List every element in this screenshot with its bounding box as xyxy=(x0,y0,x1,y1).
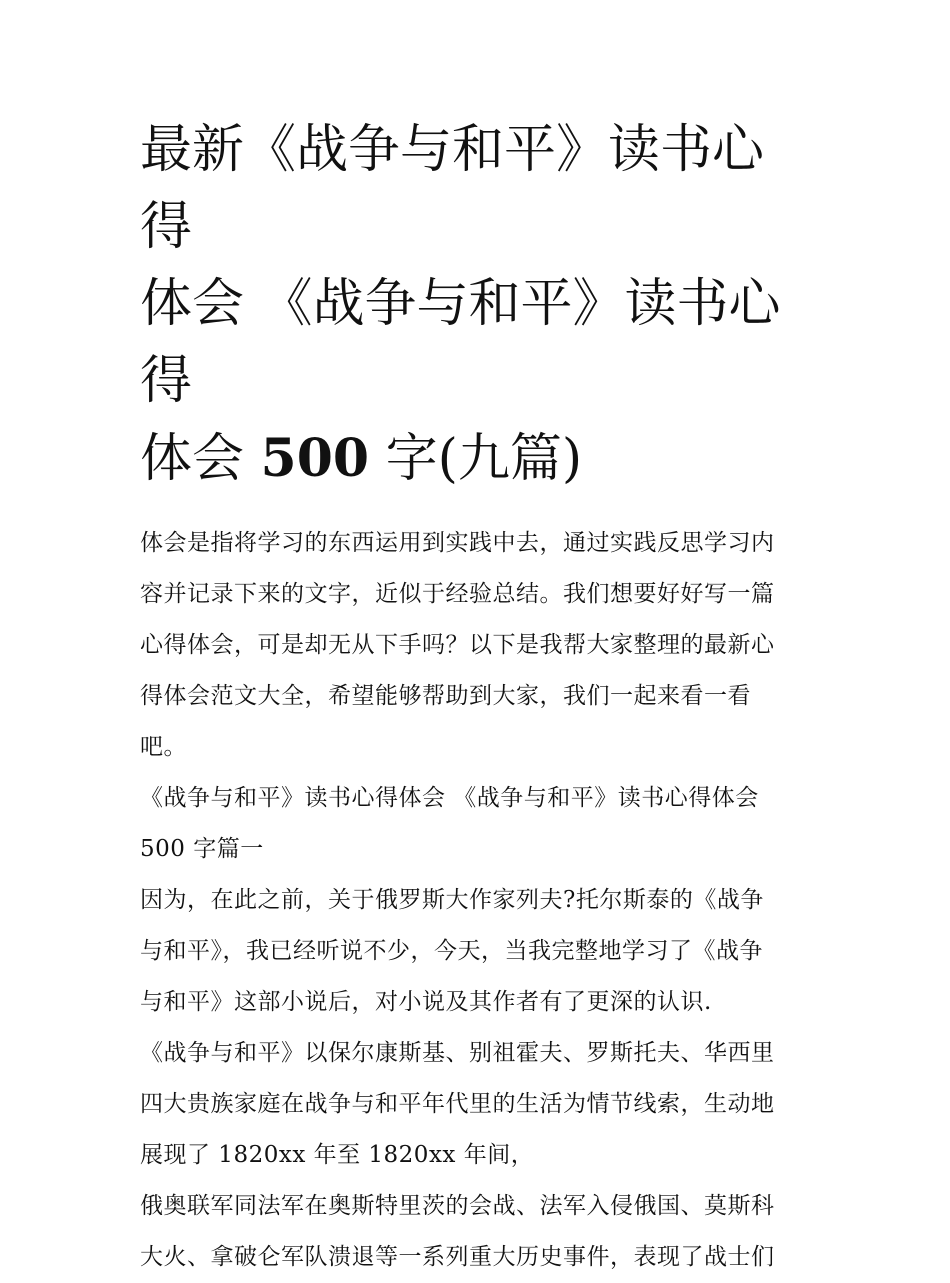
title-line-1: 最新《战争与和平》读书心得 xyxy=(140,120,765,257)
section-heading-line-2: 500 字篇一 xyxy=(140,836,264,862)
body-paragraph-3 xyxy=(140,1181,812,1283)
title-line-3-prefix: 体会 xyxy=(140,429,261,489)
body-paragraph-2 xyxy=(140,1028,812,1181)
intro-line-3: 心得体会，可是却无从下手吗？以下是我帮大家整理的最新心 xyxy=(140,632,775,658)
title-line-3-suffix: 字(九篇) xyxy=(369,429,583,489)
intro-line-5: 吧。 xyxy=(140,734,187,760)
title-line-2: 体会 《战争与和平》读书心得 xyxy=(140,274,781,411)
paragraph-2-line-3: 展现了 1820xx 年至 1820xx 年间， xyxy=(140,1142,535,1168)
section-heading xyxy=(140,773,812,875)
body-paragraph-1 xyxy=(140,875,812,1028)
intro-line-2: 容并记录下来的文字，近似于经验总结。我们想要好好写一篇 xyxy=(140,581,775,607)
title-word-count: 500 xyxy=(260,428,370,489)
paragraph-3-line-1: 俄奥联军同法军在奥斯特里茨的会战、法军入侵俄国、莫斯科 xyxy=(140,1193,775,1219)
paragraph-1-line-1: 因为，在此之前，关于俄罗斯大作家列夫?托尔斯泰的《战争 xyxy=(140,887,764,913)
paragraph-1-line-3: 与和平》这部小说后，对小说及其作者有了更深的认识. xyxy=(140,989,712,1015)
paragraph-1-line-2: 与和平》，我已经听说不少，今天，当我完整地学习了《战争 xyxy=(140,938,763,964)
document-title xyxy=(140,112,812,498)
intro-paragraph xyxy=(140,518,812,773)
intro-line-4: 得体会范文大全，希望能够帮助到大家，我们一起来看一看 xyxy=(140,683,751,709)
section-heading-line-1: 《战争与和平》读书心得体会 《战争与和平》读书心得体会 xyxy=(140,785,759,811)
paragraph-2-line-1: 《战争与和平》以保尔康斯基、别祖霍夫、罗斯托夫、华西里 xyxy=(140,1040,775,1066)
paragraph-2-line-2: 四大贵族家庭在战争与和平年代里的生活为情节线索，生动地 xyxy=(140,1091,775,1117)
intro-line-1: 体会是指将学习的东西运用到实践中去，通过实践反思学习内 xyxy=(140,530,775,556)
document-body xyxy=(140,112,812,1283)
paragraph-3-line-2: 大火、拿破仑军队溃退等一系列重大历史事件，表现了战士们 xyxy=(140,1244,775,1270)
title-line-3 xyxy=(140,420,812,498)
